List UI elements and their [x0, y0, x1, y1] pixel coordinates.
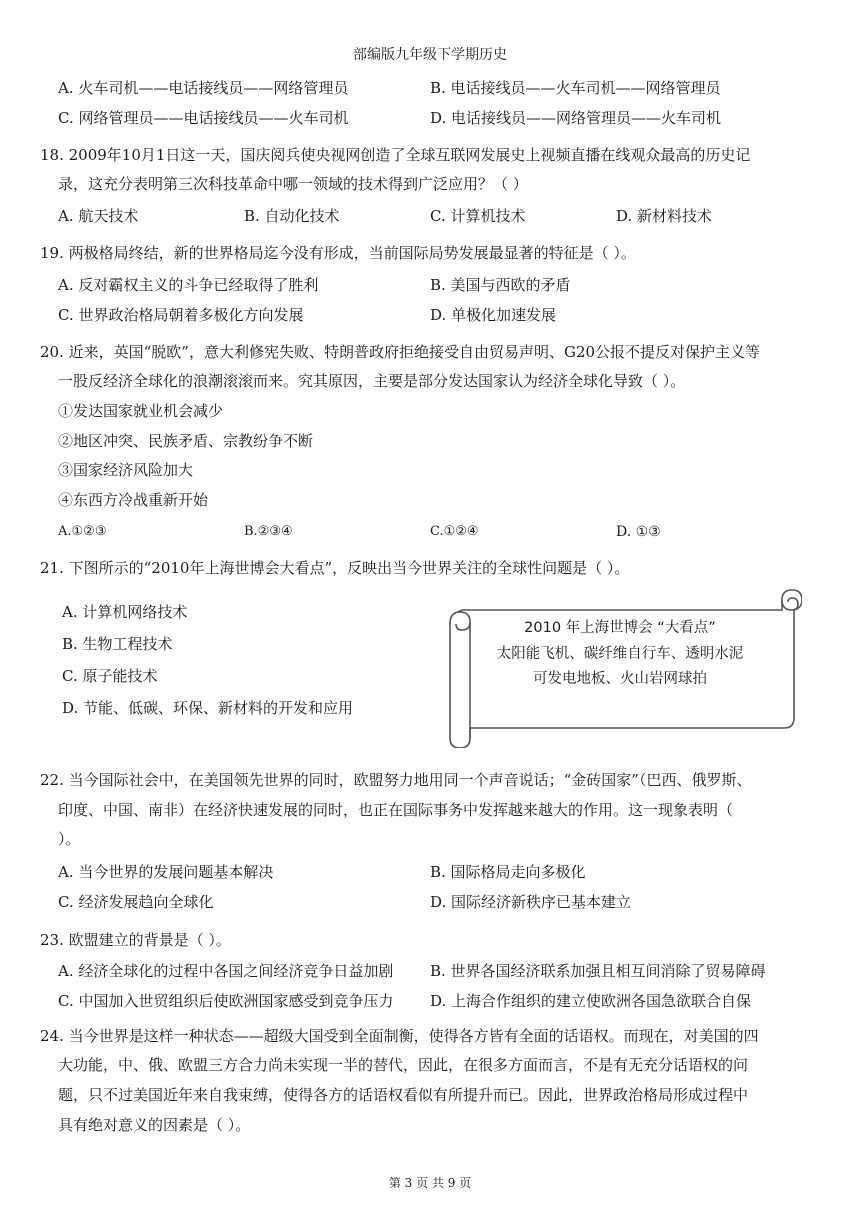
q20-stem-line1: 20. 近来，英国“脱欧”，意大利修宪失败、特朗普政府拒绝接受自由贸易声明、G20公报不提反对保护主义等 [40, 343, 761, 361]
q23-stem: 23. 欧盟建立的背景是（ ）。 [40, 931, 231, 949]
q18-option-d: D. 新材料技术 [616, 207, 713, 225]
scroll-line-3: 可发电地板、火山岩网球拍 [533, 671, 707, 687]
scroll-title: 2010 年上海世博会 “大看点” [524, 620, 716, 636]
q18-option-a: A. 航天技术 [58, 207, 139, 225]
q22-option-c: C. 经济发展趋向全球化 [58, 893, 214, 911]
q23-option-a: A. 经济全球化的过程中各国之间经济竞争日益加剧 [58, 962, 394, 980]
q20-item-4: ④东西方冷战重新开始 [58, 491, 209, 509]
q18-stem-line2: 录，这充分表明第三次科技革命中哪一领域的技术得到广泛应用？（ ） [58, 175, 528, 193]
q22-option-a: A. 当今世界的发展问题基本解决 [58, 863, 274, 881]
q21-stem: 21. 下图所示的“2010年上海世博会大看点”，反映出当今世界关注的全球性问题是（ ）。 [40, 559, 630, 577]
q23-option-d: D. 上海合作组织的建立使欧洲各国急欲联合自保 [430, 992, 752, 1010]
q24-stem-line4: 具有绝对意义的因素是（ ）。 [58, 1116, 251, 1134]
q24-stem-line2: 大功能，中、俄、欧盟三方合力尚未实现一半的替代，因此，在很多方面而言，不是有无充分话语权的问 [58, 1056, 749, 1074]
q23-option-b: B. 世界各国经济联系加强且相互间消除了贸易障碍 [430, 962, 766, 980]
q22-stem-line1: 22. 当今国际社会中，在美国领先世界的同时，欧盟努力地用同一个声音说话；“金砖国家”（巴西、俄罗斯、 [40, 771, 752, 789]
q18-stem-line1: 18. 2009年10月1日这一天，国庆阅兵使央视网创造了全球互联网发展史上视频直播在线观众最高的历史记 [40, 146, 751, 164]
q20-option-c: C.①②④ [430, 524, 479, 539]
q22-stem-line2: 印度、中国、南非）在经济快速发展的同时，也正在国际事务中发挥越来越大的作用。这一现象表明（ [58, 801, 734, 819]
q20-item-3: ③国家经济风险加大 [58, 461, 194, 479]
q17-option-d: D. 电话接线员——网络管理员——火车司机 [430, 109, 722, 127]
q22-option-b: B. 国际格局走向多极化 [430, 863, 586, 881]
q17-option-c: C. 网络管理员——电话接线员——火车司机 [58, 109, 349, 127]
q19-option-a: A. 反对霸权主义的斗争已经取得了胜利 [58, 276, 319, 294]
q18-option-b: B. 自动化技术 [244, 207, 340, 225]
q20-item-2: ②地区冲突、民族矛盾、宗教纷争不断 [58, 432, 314, 450]
page-footer: 第 3 页 共 9 页 [388, 1176, 472, 1190]
q21-option-a: A. 计算机网络技术 [62, 603, 188, 621]
q19-stem: 19. 两极格局终结，新的世界格局迄今没有形成，当前国际局势发展最显著的特征是（ ）。 [40, 244, 636, 262]
q20-option-b: B.②③④ [244, 524, 293, 539]
q21-option-b: B. 生物工程技术 [62, 635, 173, 653]
scroll-line-2: 太阳能飞机、碳纤维自行车、透明水泥 [496, 646, 744, 662]
q20-option-a: A.①②③ [58, 524, 107, 539]
q21-option-d: D. 节能、低碳、环保、新材料的开发和应用 [62, 699, 354, 717]
q17-option-b: B. 电话接线员——火车司机——网络管理员 [430, 79, 721, 97]
q17-option-a: A. 火车司机——电话接线员——网络管理员 [58, 79, 349, 97]
q19-option-c: C. 世界政治格局朝着多极化方向发展 [58, 306, 304, 324]
q19-option-d: D. 单极化加速发展 [430, 306, 557, 324]
q20-stem-line2: 一股反经济全球化的浪潮滚滚而来。究其原因，主要是部分发达国家认为经济全球化导致（ ）。 [58, 372, 686, 390]
q20-item-1: ①发达国家就业机会减少 [58, 402, 224, 420]
page-header: 部编版九年级下学期历史 [353, 47, 507, 63]
q20-option-d: D. ①③ [616, 524, 661, 540]
q21-option-c: C. 原子能技术 [62, 667, 158, 685]
q24-stem-line1: 24. 当今世界是这样一种状态——超级大国受到全面制衡，使得各方皆有全面的话语权。而现在，对美国的四 [40, 1027, 759, 1045]
q22-stem-line3: ）。 [58, 830, 81, 848]
q24-stem-line3: 题，只不过美国近年来自我束缚，使得各方的话语权看似有所提升而已。因此，世界政治格局形成过程中 [58, 1086, 749, 1104]
q19-option-b: B. 美国与西欧的矛盾 [430, 276, 571, 294]
q22-option-d: D. 国际经济新秩序已基本建立 [430, 893, 632, 911]
q18-option-c: C. 计算机技术 [430, 207, 526, 225]
q23-option-c: C. 中国加入世贸组织后使欧洲国家感受到竞争压力 [58, 992, 394, 1010]
